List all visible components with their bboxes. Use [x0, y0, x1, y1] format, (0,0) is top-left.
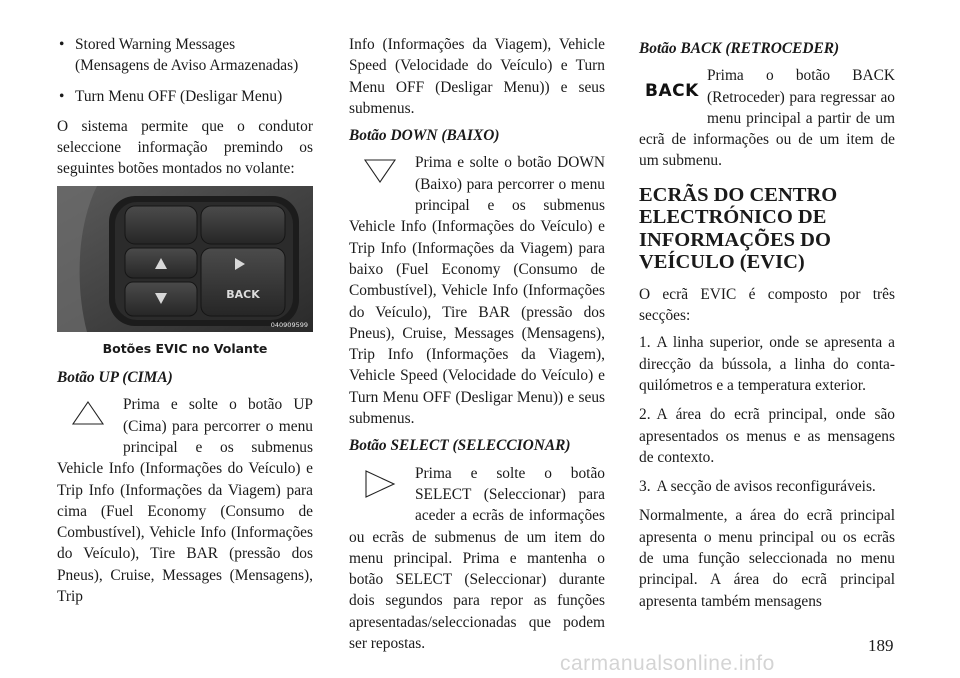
item-number: 1. [639, 334, 651, 352]
up-button-text: Prima e solte o botão UP (Cima) para percorrer o menu principal e os submenus Vehicle Info (Informações do Veículo) e Trip Info (Informações da Viagem) para cima (Fuel Economy (Consumo de Combustível), Vehicle Info (Informações do Veículo), Tire BAR (pressão dos Pneus), Cruise, Messages (Mensagens), Trip [57, 396, 313, 606]
up-button-heading: Botão UP (CIMA) [57, 369, 173, 387]
select-button-text: Prima e solte o botão SELECT (Seleccionar) para aceder a ecrãs de informações ou ecrãs de submenus de um item do menu principal. Prima e mantenha o botão SELECT (Seleccionar) durante dois segundos para repor as funções apresentadas/seleccionadas que podem ser repostas. [349, 464, 605, 653]
figure-caption: Botões EVIC no Volante [102, 340, 268, 356]
bullet-item: • Stored Warning Messages (Mensagens de Aviso Armazenadas) [57, 34, 313, 77]
steering-wheel-buttons-photo [57, 186, 313, 332]
evic-intro: O ecrã EVIC é composto por três secções: [639, 285, 895, 325]
item-number: 2. [639, 406, 651, 424]
down-button-text: Prima e solte o botão DOWN (Baixo) para percorrer o menu principal e os submenus Vehicle Info (Informações do Veículo) e Trip Info (Informações da Viagem) para baixo (Fuel Economy (Consumo de Combustível), Vehicle Info (Informações do Veículo), Tire BAR (pressão dos Pneus), Cruise, Messages (Mensagens), Trip Info (Informações da Viagem), Vehicle Speed (Velocidade do Veículo) e Turn Menu OFF (Desligar Menu)) e seus submenus. [349, 154, 605, 428]
intro-paragraph: O sistema permite que o condutor seleccione informação premindo os seguintes botões montados no volante: [57, 117, 313, 178]
back-icon [639, 65, 707, 115]
select-button-paragraph [349, 463, 605, 655]
down-button-paragraph [349, 152, 605, 429]
column-3 [639, 34, 895, 618]
select-button-heading: Botão SELECT (SELECCIONAR) [349, 437, 571, 455]
back-button-text: Prima o botão BACK (Retroceder) para regressar ao menu principal a partir de um ecrã de informações ou de um item de um submenu. [639, 67, 895, 170]
evic-outro: Normalmente, a área do ecrã principal apresenta o menu principal ou os ecrãs de uma função seleccionada no menu principal. A área do ecrã principal apresenta também mensagens [639, 507, 895, 610]
page-number: 189 [868, 636, 894, 655]
bullet-list [57, 34, 313, 107]
numbered-item [639, 404, 895, 468]
back-button-label: BACK [226, 287, 260, 301]
numbered-item [639, 476, 895, 497]
numbered-item [639, 332, 895, 396]
back-icon-label: BACK [645, 81, 699, 102]
back-button-paragraph [639, 65, 895, 171]
right-triangle-icon [349, 463, 415, 517]
item-text: A área do ecrã principal, onde são apresentados os menus e as mensagens de contexto. [639, 406, 895, 466]
item-number: 3. [639, 478, 651, 496]
section-heading: ECRÃS DO CENTRO ELECTRÓNICO DE INFORMAÇÕES DO VEÍCULO (EVIC) [639, 183, 838, 274]
up-button-paragraph [57, 394, 313, 607]
bullet-item: • Turn Menu OFF (Desligar Menu) [57, 86, 313, 107]
item-text: A secção de avisos reconfiguráveis. [656, 478, 876, 496]
figure-code: 040909599 [270, 320, 308, 329]
up-triangle-icon [57, 394, 123, 448]
steering-wheel-controls-illustration [57, 186, 313, 332]
down-button-heading: Botão DOWN (BAIXO) [349, 127, 500, 145]
watermark: carmanualsonline.info [560, 652, 775, 675]
column-1 [57, 34, 313, 613]
down-triangle-icon [349, 152, 415, 206]
back-button-heading: Botão BACK (RETROCEDER) [639, 40, 840, 57]
continued-paragraph: Info (Informações da Viagem), Vehicle Speed (Velocidade do Veículo) e Turn Menu OFF (Desligar Menu)) e seus submenus. [349, 36, 605, 117]
column-2 [349, 34, 605, 660]
item-text: A linha superior, onde se apresenta a direcção da bússola, a linha do conta-quilómetros e a temperatura exterior. [639, 334, 895, 394]
